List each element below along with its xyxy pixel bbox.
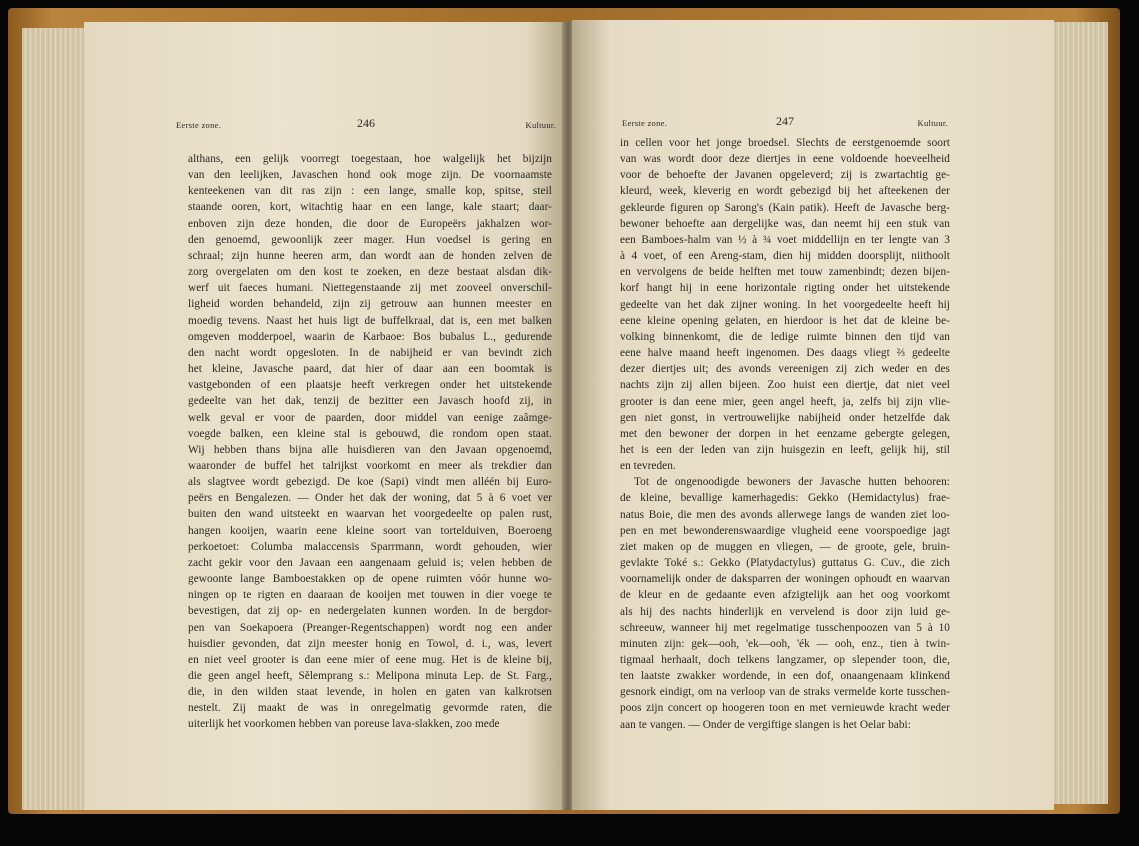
text-line: het is een der leden van zijn huisgezin en leeft, gelijk hij, stil	[620, 443, 950, 456]
text-line: tigmaal herhaalt, doch telkens langzamer, op slepender toon, die,	[620, 654, 950, 666]
text-line: enboven zijn deze honden, die door de Europeërs jakhalzen wor-	[188, 217, 552, 230]
text-line: met den bewoner der dorpen in het eenzame gebergte gelegen,	[620, 427, 950, 440]
text-line: eene kleine opening gelaten, en hierdoor is het dat de kleine be-	[620, 314, 950, 327]
left-page-header	[176, 116, 556, 136]
text-line: ten laatste zwakker wordende, in een dof, onaangenaam klinkend	[620, 670, 950, 683]
text-line: schreeuw, wanneer hij met regelmatige tusschenpoozen van 5 à 10	[620, 621, 950, 634]
right-page-number: 247	[776, 114, 794, 128]
right-page	[572, 20, 1054, 810]
text-line: grooter is dan eene mier, geen angel heeft, ja, zelfs bij zijn vlie-	[620, 395, 950, 408]
page-edges-left	[22, 28, 84, 810]
text-line: althans, een gelijk voorregt toegestaan, hoe walgelijk het bijzijn	[188, 153, 552, 165]
left-page-number: 246	[357, 116, 375, 130]
text-line: moedig tevens. Naast het huis ligt de buffelkraal, dat is, een met balken	[188, 314, 552, 327]
text-line: poos zijn concert op hoogeren toon en met vernieuwde kracht weder	[620, 702, 950, 715]
text-line: kenteekenen van dit ras zijn : een lange, smalle kop, spitse, steil	[188, 185, 552, 198]
text-line: en tevreden.	[620, 460, 676, 473]
text-line: schraal; zijn hunne heeren arm, dan wordt aan de honden zelven de	[188, 249, 552, 262]
text-line: als slagtvee wordt gebezigd. De koe (Sapi) vindt men alléén bij Euro-	[188, 476, 552, 489]
text-line: zacht gekir voor den Javaan een aangenaam geluid is; velen hebben de	[188, 556, 552, 569]
left-header-zone: Eerste zone.	[176, 120, 222, 130]
text-line: gesnork eindigt, om na verloop van de straks vermelde korte tusschen-	[620, 686, 950, 699]
text-line: nachts zijn zij allen bijeen. Zoo huist een diertje, dat niet veel	[620, 379, 950, 392]
text-line: peërs en Bengalezen. — Onder het dak der woning, dat 5 à 6 voet ver	[188, 492, 552, 505]
text-line: uiterlijk het voorkomen hebben van poreuse lava-slakken, zoo mede	[188, 718, 500, 731]
text-line: buiten den wand uitsteekt en waarvan het voorgedeelte op palen rust,	[188, 508, 552, 521]
text-line: van den leelijken, Javaschen hond ook moge zijn. De voornaamste	[188, 169, 552, 182]
text-line: vastgebonden of een plaatsje heeft verkregen onder het uitstekende	[188, 379, 552, 392]
text-line: staande ooren, kort, witachtig haar en een lange, kale staart; daar-	[188, 201, 552, 214]
text-line: ligheid worden behandeld, zijn zij getrouw aan hunnen meester en	[188, 298, 552, 311]
text-line: voornamelijk onder de daksparren der woningen ophoudt en waarvan	[620, 573, 950, 586]
text-line: à 4 voet, of een Areng-stam, dien hij midden doorsplijt, niithoolt	[620, 250, 950, 263]
text-line: gevlakte Toké s.: Gekko (Platydactylus) guttatus G. Cuv., die zich	[620, 557, 950, 570]
text-line: gedeelte van het dak, tenzij de bezitter een Javasch hoofd zij, in	[188, 395, 552, 408]
text-line: aan te vangen. — Onder de vergiftige slangen is het Oelar babi:	[620, 718, 911, 731]
text-line: het kleine, Javasche paard, dat hier of daar aan een boomtak is	[188, 363, 552, 376]
text-line: voor de behoefte der Javanen opgeleverd; zij is zwartachtig ge-	[620, 169, 950, 182]
text-line: die geen angel heeft, Sĕlemprang s.: Melipona minuta Lep. de St. Farg.,	[188, 670, 552, 682]
text-line: een Bamboes-halm van ½ à ¾ voet middellijn en ter lengte van 3	[620, 233, 950, 246]
text-line: Tot de ongenoodigde bewoners der Javasche hutten behooren:	[634, 476, 950, 489]
text-line: gekleurde figuren op Sarong's (Kain patik). Heeft de Javasche berg-	[620, 201, 950, 214]
text-line: werf uit faeces humani. Niettegenstaande zij met zooveel onverschil-	[188, 282, 552, 295]
right-header-zone: Eerste zone.	[622, 118, 668, 128]
right-page-header	[622, 114, 948, 134]
text-line: en niet veel grooter is dan eene mier of eene mug. Het is de kleine bij,	[188, 653, 552, 666]
text-line: van was wordt door deze diertjes in eene voldoende hoeveelheid	[620, 153, 950, 166]
text-line: in cellen voor het jonge broedsel. Slechts de eerstgenoemde soort	[620, 137, 950, 149]
left-header-section: Kultuur.	[525, 120, 556, 130]
right-header-section: Kultuur.	[917, 118, 948, 128]
text-line: gen niet gonst, in vertrouwelijke nabijheid onder hetzelfde dak	[620, 411, 950, 424]
text-line: den nacht wordt opgesloten. In de nabijheid er van bevindt zich	[188, 346, 552, 359]
text-line: welk geval er voor de paarden, door middel van eenige zaâmge-	[188, 411, 552, 424]
text-line: eene halve maand heeft ingenomen. Des daags vliegt ⅔ gedeelte	[620, 347, 950, 360]
text-line: den genoemd, gewoonlijk zeer mager. Hun voedsel is gering en	[188, 233, 552, 246]
text-line: volking binnenkomt, die de ledige ruimte binnen den tijd van	[620, 330, 950, 343]
text-line: pen en met bewonderenswaardige vlugheid eene voorspoedige jagt	[620, 524, 950, 537]
text-line: omgeven modderpoel, waarin de Karbaoe: Bos bubalus L., gedurende	[188, 330, 552, 343]
right-page-text	[620, 135, 950, 733]
text-line: gewoonte lange Bamboestakken op de opene ruimten vóór hunne wo-	[188, 573, 552, 586]
text-line: en vervolgens de beide helften met touw zamenbindt; dezen bijen-	[620, 266, 950, 279]
text-line: de kleur en de gedaante even afzigtelijk aan het oog voorkomt	[620, 589, 950, 602]
text-line: zorg overgelaten om den kost te zoeken, en deze bestaat alsdan dik-	[188, 266, 552, 279]
left-page	[84, 22, 564, 810]
text-line: nestelt. Zij maakt de was in onregelmatig gevormde raten, die	[188, 702, 552, 715]
text-line: Wij hebben thans bijna alle huisdieren van den Javaan opgenoemd,	[188, 443, 552, 456]
text-line: gedeelte van het dak zijner woning. In het voorgedeelte heeft hij	[620, 298, 950, 311]
text-line: dezer diertjes uit; des avonds vereenigen zij zich weder en des	[620, 363, 950, 376]
text-line: voegde balken, een kleine stal is gebouwd, die rondom open staat.	[188, 427, 552, 440]
text-line: pen van Soekapoera (Preanger-Regentschappen) wordt nog een ander	[188, 621, 552, 634]
text-line: die, in den wilden staat levende, in holen en gaten van kalkrotsen	[188, 686, 552, 699]
text-line: natus Boie, die men des avonds allerwege langs de wanden ziet loo-	[620, 508, 950, 521]
text-line: minuten zijn: gek—ooh, 'ek—ooh, 'ék — ooh, enz., tien à twin-	[620, 637, 950, 650]
text-line: de kleine, bevallige kamerhagedis: Gekko (Hemidactylus) frae-	[620, 492, 950, 505]
text-line: ziet maken op de muggen en vliegen, — de groote, gele, bruin-	[620, 540, 950, 553]
text-line: perkoetoet: Columba malaccensis Sparrmann, wordt gehouden, wier	[188, 540, 552, 553]
text-line: korf hangt hij in eene horizontale rigting onder het uitstekende	[620, 282, 950, 295]
text-line: ningen op te rigten en daaraan de kooijen met touwen in dier voege te	[188, 589, 552, 602]
text-line: hangen kooijen, waarin eene kleine soort van tortelduiven, Boeroeng	[188, 524, 552, 537]
text-line: waaronder de buffel het talrijkst voorkomt en meer als trekdier dan	[188, 459, 552, 472]
text-line: bevestigen, dat zij op- en nedergelaten kunnen worden. In de bergdor-	[188, 605, 552, 618]
text-line: bewoner behoefte aan dergelijke was, dan neemt hij een stuk van	[620, 217, 950, 230]
page-edges-right	[1052, 22, 1108, 804]
text-line: kleurd, week, kleverig en wordt gebezigd bij het afteekenen der	[620, 185, 950, 198]
text-line: als hij des nachts hinderlijk en vervelend is door zijn luid ge-	[620, 605, 950, 618]
left-page-text	[188, 151, 552, 733]
text-line: huisdier gevonden, dat zijn meester honig en Towol, d. i., was, levert	[188, 637, 552, 650]
